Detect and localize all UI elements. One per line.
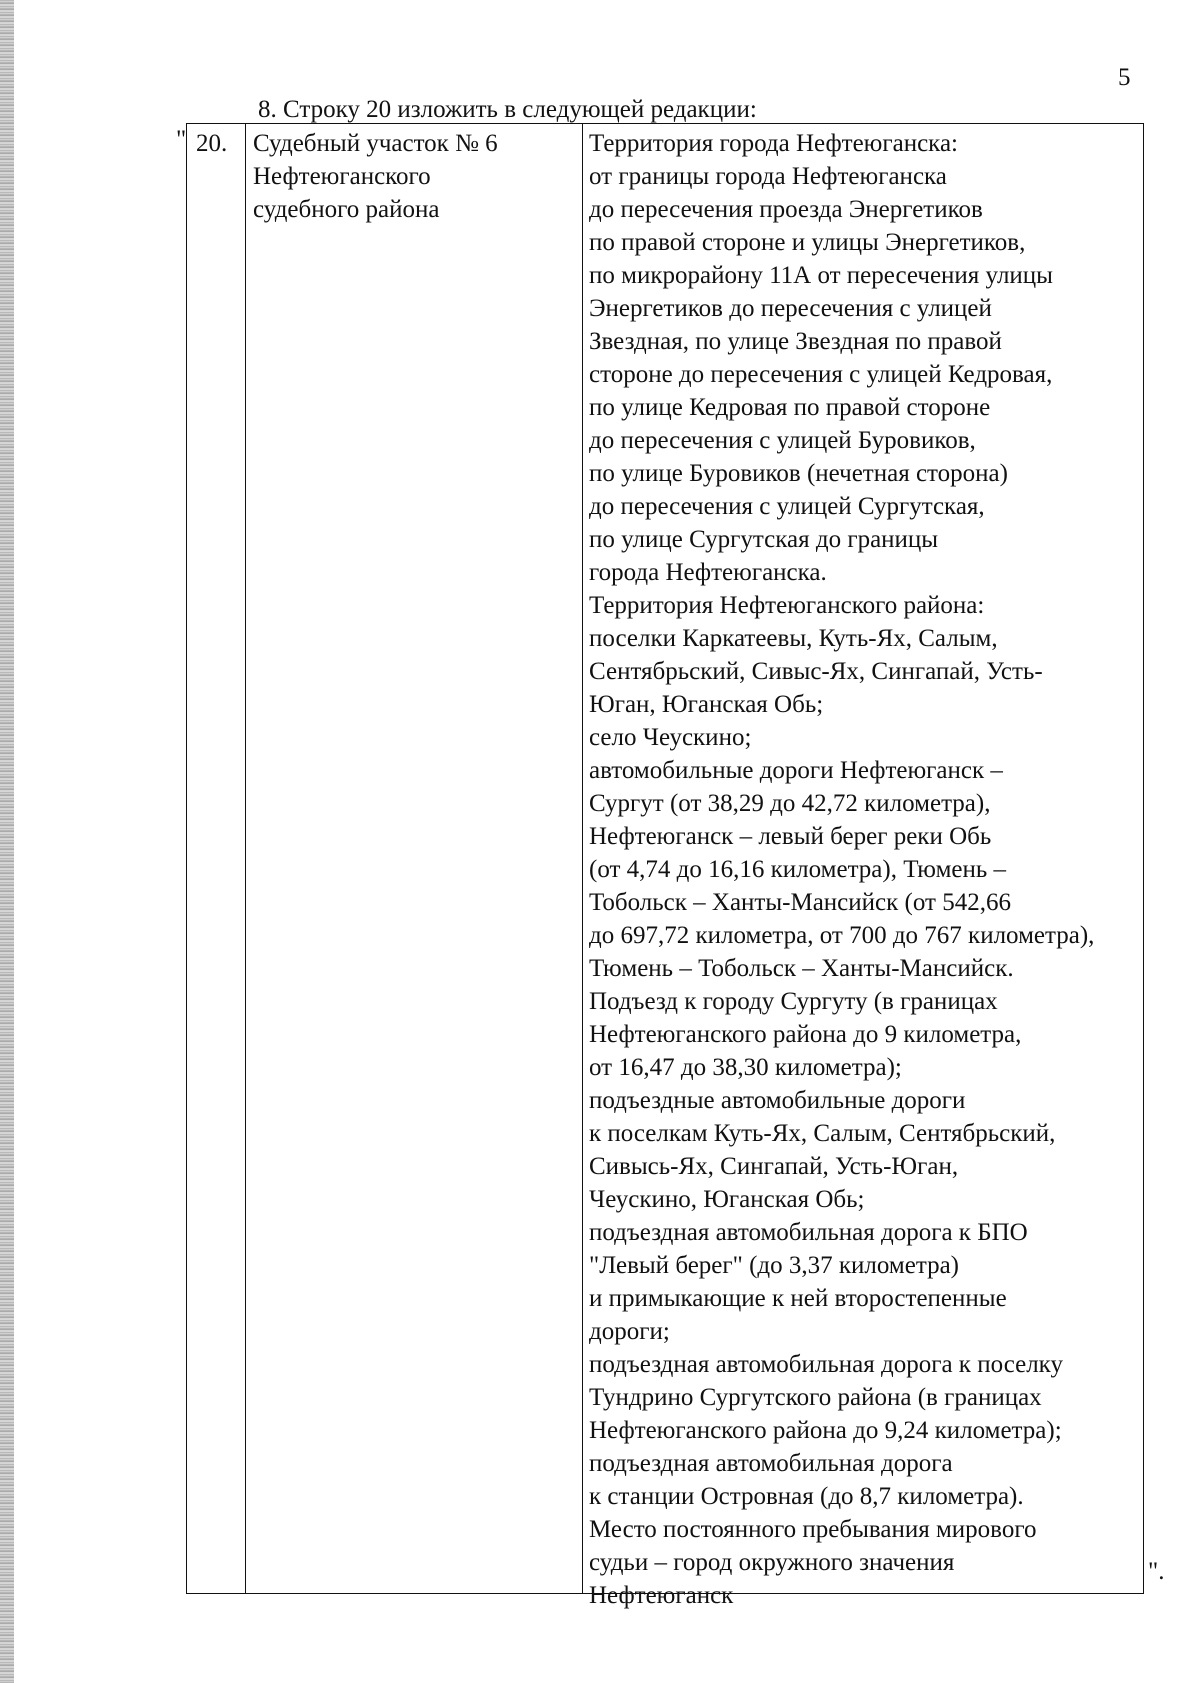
amendment-intro: 8. Строку 20 изложить в следующей редакции: — [258, 96, 757, 123]
scan-edge-artifact — [0, 0, 14, 1683]
territory-description: Территория города Нефтеюганска: от границы города Нефтеюганска до пересечения проезда Энергетиков по правой стороне и улицы Энергетиков, по микрорайону 11А от пересечения улицы Энергетиков до пересечения с улицей Звездная, по улице Звездная по правой стороне до пересечения с улицей Кедровая, по улице Кедровая по правой стороне до пересечения с улицей Буровиков, по улице Буровиков (нечетная сторона) до пересечения с улицей Сургутская, по улице Сургутская до границы города Нефтеюганска. Территория Нефтеюганского района: поселки Каркатеевы, Куть-Ях, Салым, Сентябрьский, Сивыс-Ях, Сингапай, Усть- Юган, Юганская Обь; село Чеускино; автомобильные дороги Нефтеюганск – Сургут (от 38,29 до 42,72 километра), Нефтеюганск – левый берег реки Обь (от 4,74 до 16,16 километра), Тюмень – Тобольск – Ханты-Мансийск (от 542,66 до 697,72 километра, от 700 до 767 километра), Тюмень – Тобольск – Ханты-Мансийск. Подъезд к городу Сургуту (в границах Нефтеюганского района до 9 километра, от 16,47 до 38,30 километра); подъездные автомобильные дороги к поселкам Куть-Ях, Салым, Сентябрьский, Сивысь-Ях, Сингапай, Усть-Юган, Чеускино, Юганская Обь; подъездная автомобильная дорога к БПО "Левый берег" (до 3,37 километра) и примыкающие к ней второстепенные дороги; подъездная автомобильная дорога к поселку Тундрино Сургутского района (в границах Нефтеюганского района до 9,24 километра); подъездная автомобильная дорога к станции Островная (до 8,7 километра). Место постоянного пребывания мирового судьи – город окружного значения Нефтеюганск — [589, 130, 1095, 1609]
page-number: 5 — [1118, 64, 1131, 91]
court-district-name: Судебный участок № 6 Нефтеюганского судебного района — [253, 130, 498, 223]
column-divider — [245, 124, 246, 1593]
opening-quote: " — [176, 126, 187, 153]
row-number: 20. — [196, 130, 228, 157]
closing-quote: ". — [1148, 1558, 1165, 1585]
column-divider — [582, 124, 583, 1593]
court-district-table — [186, 123, 1144, 1609]
